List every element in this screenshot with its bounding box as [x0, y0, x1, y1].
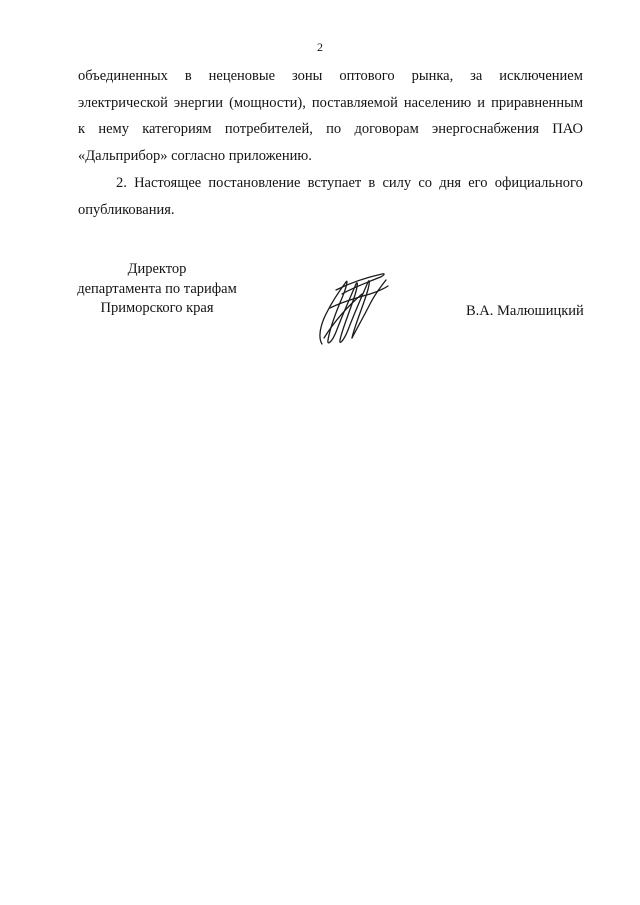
word: потребителей, [224, 121, 313, 137]
word: оптового [339, 68, 395, 84]
word: по [326, 121, 342, 137]
word: поставляемой [311, 94, 398, 111]
word: официального [494, 175, 583, 191]
word: Настоящее [134, 175, 202, 191]
word: объединенных [78, 68, 168, 84]
paragraph-2-line-2: опубликования. [78, 201, 175, 218]
word: вступает [307, 175, 362, 191]
paragraph-1-line-2 [78, 90, 583, 117]
paragraph-2-line-1 [78, 170, 583, 197]
word: и [477, 94, 486, 111]
paragraph-1-line-1 [78, 63, 583, 90]
position-region: Приморского края [100, 300, 214, 316]
position-department: департамента по тарифам [77, 280, 237, 297]
word: дня [439, 175, 462, 191]
word: зоны [292, 68, 323, 84]
paragraph-2 [78, 170, 583, 223]
word: в [184, 68, 192, 84]
paragraph-1-line-3 [78, 116, 583, 143]
position-title: Директор [127, 261, 187, 277]
word: энергоснабжения [432, 121, 540, 137]
word: исключением [499, 68, 583, 84]
word: приравненным [491, 94, 583, 111]
word: (мощности), [229, 94, 306, 111]
word: нему [98, 121, 129, 137]
signatory-position [62, 260, 252, 319]
signer-name: В.А. Малюшицкий [466, 303, 584, 319]
paragraph-1-line-4: «Дальприбор» согласно приложению. [78, 147, 312, 164]
word: ПАО [552, 121, 583, 137]
word: силу [382, 175, 412, 191]
word: неценовые [208, 68, 276, 84]
word: энергии [173, 94, 224, 111]
word: постановление [208, 175, 301, 191]
word: категориям [142, 121, 212, 137]
word: к [78, 121, 86, 137]
paragraph-1 [78, 63, 583, 169]
word: рынка, [411, 68, 454, 84]
handwritten-signature [312, 268, 394, 350]
word: со [418, 175, 433, 191]
word: электрической [78, 94, 168, 111]
word: в [368, 175, 376, 191]
word: договорам [354, 121, 419, 137]
word: за [470, 68, 483, 84]
word: населению [403, 94, 472, 111]
page-number: 2 [317, 40, 323, 54]
word: его [468, 175, 488, 191]
word: 2. [116, 175, 127, 191]
